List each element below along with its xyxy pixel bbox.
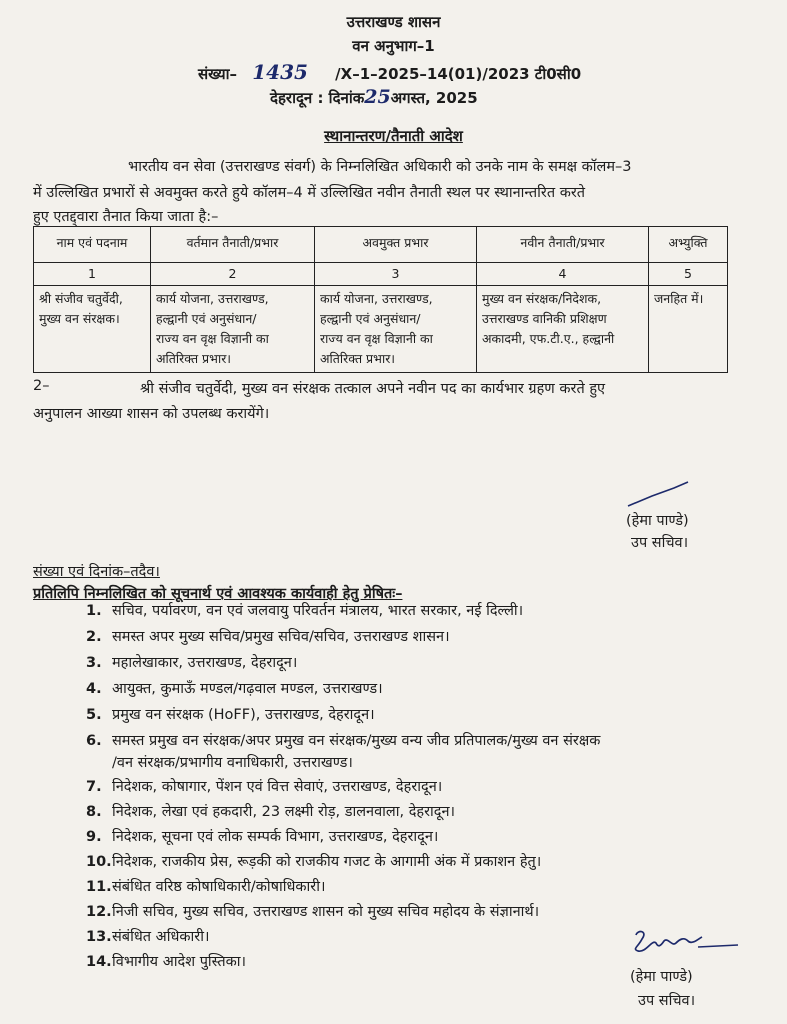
- order-number-suffix: /X–1–2025–14(01)/2023 टी0सी0: [335, 65, 582, 83]
- order-title: स्थानान्तरण/तैनाती आदेश: [324, 127, 463, 145]
- item-text: संबंधित वरिष्ठ कोषाधिकारी/कोषाधिकारी।: [112, 879, 326, 895]
- signatory-name: (हेमा पाण्डे): [630, 969, 693, 985]
- item-number: 10.: [86, 854, 112, 870]
- transfer-table: [33, 226, 728, 373]
- item-text: समस्त प्रमुख वन संरक्षक/अपर प्रमुख वन संरक्षक/मुख्य वन्य जीव प्रतिपालक/मुख्य वन संरक्षक: [112, 733, 601, 749]
- column-number: 1: [34, 263, 151, 286]
- list-item: [86, 704, 375, 724]
- list-item: [86, 626, 450, 646]
- reference-line: संख्या एवं दिनांक–तदैव।: [33, 564, 160, 580]
- list-item-continuation: /वन संरक्षक/प्रभागीय वनाधिकारी, उत्तराखण्ड।: [112, 755, 353, 771]
- cell-line: राज्य वन वृक्ष विज्ञानी का: [320, 331, 433, 346]
- current-posting-cell: [151, 286, 315, 373]
- column-number: 2: [151, 263, 315, 286]
- copy-heading: प्रतिलिपि निम्नलिखित को सूचनार्थ एवं आवश्यक कार्यवाही हेतु प्रेषितः–: [33, 586, 403, 602]
- column-header: वर्तमान तैनाती/प्रभार: [151, 227, 315, 263]
- signatory-name: (हेमा पाण्डे): [626, 513, 689, 529]
- para-2-line-2: अनुपालन आख्या शासन को उपलब्ध करायेंगे।: [33, 406, 270, 422]
- item-number: 13.: [86, 929, 112, 945]
- date-suffix: अगस्त, 2025: [390, 89, 478, 107]
- item-number: 14.: [86, 954, 112, 970]
- list-item: [86, 678, 383, 698]
- new-posting-cell: [477, 286, 649, 373]
- cell-line: अतिरिक्त प्रभार।: [156, 351, 232, 366]
- table-number-row: [34, 263, 728, 286]
- place-date-prefix: देहरादून : दिनांक: [270, 89, 365, 107]
- column-header: नवीन तैनाती/प्रभार: [477, 227, 649, 263]
- item-number: 5.: [86, 707, 102, 723]
- item-number: 3.: [86, 655, 102, 671]
- item-text: संबंधित अधिकारी।: [112, 929, 210, 945]
- column-number: 4: [477, 263, 649, 286]
- cell-line: हल्द्वानी एवं अनुसंधान/: [320, 311, 421, 326]
- item-number: 12.: [86, 904, 112, 920]
- handwritten-order-number: 1435: [252, 60, 308, 84]
- list-item: [86, 951, 246, 971]
- cell-line: मुख्य वन संरक्षक/निदेशक,: [482, 291, 602, 306]
- item-number: 7.: [86, 779, 102, 795]
- list-item: [86, 730, 600, 750]
- column-header: अभ्युक्ति: [649, 227, 728, 263]
- item-number: 4.: [86, 681, 102, 697]
- item-number: 8.: [86, 804, 102, 820]
- cell-line: राज्य वन वृक्ष विज्ञानी का: [156, 331, 269, 346]
- cell-line: कार्य योजना, उत्तराखण्ड,: [156, 291, 269, 306]
- cell-line: श्री संजीव चतुर्वेदी,: [39, 291, 123, 306]
- cell-line: मुख्य वन संरक्षक।: [39, 311, 120, 326]
- item-text: निजी सचिव, मुख्य सचिव, उत्तराखण्ड शासन को मुख्य सचिव महोदय के संज्ञानार्थ।: [112, 904, 540, 920]
- table-header-row: [34, 227, 728, 263]
- cell-line: अकादमी, एफ.टी.ए., हल्द्वानी: [482, 331, 615, 346]
- order-number-line: [198, 60, 581, 84]
- item-text: विभागीय आदेश पुस्तिका।: [112, 954, 246, 970]
- signatory-designation: उप सचिव।: [631, 535, 689, 551]
- place-date-line: [270, 86, 478, 108]
- handwritten-date: 25: [364, 86, 391, 108]
- item-text: समस्त अपर मुख्य सचिव/प्रमुख सचिव/सचिव, उत्तराखण्ड शासन।: [112, 629, 450, 645]
- order-number-prefix: संख्या–: [198, 65, 238, 83]
- list-item: [86, 801, 455, 821]
- item-text: निदेशक, कोषागार, पेंशन एवं वित्त सेवाएं, उत्तराखण्ड, देहरादून।: [112, 779, 443, 795]
- relieved-charge-cell: [315, 286, 477, 373]
- para-2-number: 2–: [33, 378, 50, 394]
- item-number: 6.: [86, 733, 102, 749]
- item-text: निदेशक, राजकीय प्रेस, रूड़की को राजकीय गजट के आगामी अंक में प्रकाशन हेतु।: [112, 854, 542, 870]
- cell-line: कार्य योजना, उत्तराखण्ड,: [320, 291, 433, 306]
- column-number: 3: [315, 263, 477, 286]
- list-item: [86, 901, 539, 921]
- item-text: निदेशक, सूचना एवं लोक सम्पर्क विभाग, उत्तराखण्ड, देहरादून।: [112, 829, 439, 845]
- para-2-line-1: श्री संजीव चतुर्वेदी, मुख्य वन संरक्षक तत्काल अपने नवीन पद का कार्यभार ग्रहण करते हुए: [140, 381, 606, 397]
- list-item: [86, 600, 523, 620]
- list-item: [86, 826, 438, 846]
- intro-line-2: में उल्लिखित प्रभारों से अवमुक्त करते हुये कॉलम–4 में उल्लिखित नवीन तैनाती स्थल पर स्थानान्तरित करते: [33, 185, 586, 201]
- department-heading: वन अनुभाग–1: [352, 37, 435, 55]
- item-text: निदेशक, लेखा एवं हकदारी, 23 लक्ष्मी रोड़, डालनवाला, देहरादून।: [112, 804, 456, 820]
- item-number: 9.: [86, 829, 102, 845]
- government-heading: उत्तराखण्ड शासन: [346, 13, 441, 31]
- item-text: महालेखाकार, उत्तराखण्ड, देहरादून।: [112, 655, 298, 671]
- column-header: अवमुक्त प्रभार: [315, 227, 477, 263]
- signature-mark: [628, 925, 743, 970]
- column-header: नाम एवं पदनाम: [34, 227, 151, 263]
- list-item: [86, 926, 209, 946]
- item-number: 11.: [86, 879, 112, 895]
- list-item: [86, 851, 541, 871]
- table-row: [34, 286, 728, 373]
- signatory-designation: उप सचिव।: [638, 993, 696, 1009]
- list-item: [86, 776, 442, 796]
- officer-name-cell: [34, 286, 151, 373]
- item-number: 1.: [86, 603, 102, 619]
- intro-line-3: हुए एतद्द्वारा तैनात किया जाता है:–: [33, 209, 219, 225]
- remarks-cell: [649, 286, 728, 373]
- column-number: 5: [649, 263, 728, 286]
- item-text: सचिव, पर्यावरण, वन एवं जलवायु परिवर्तन मंत्रालय, भारत सरकार, नई दिल्ली।: [112, 603, 524, 619]
- list-item: [86, 876, 325, 896]
- cell-line: हल्द्वानी एवं अनुसंधान/: [156, 311, 257, 326]
- item-text: प्रमुख वन संरक्षक (HoFF), उत्तराखण्ड, देहरादून।: [112, 707, 375, 723]
- item-text: आयुक्त, कुमाऊँ मण्डल/गढ़वाल मण्डल, उत्तराखण्ड।: [112, 681, 383, 697]
- item-number: 2.: [86, 629, 102, 645]
- cell-line: उत्तराखण्ड वानिकी प्रशिक्षण: [482, 311, 607, 326]
- cell-line: अतिरिक्त प्रभार।: [320, 351, 396, 366]
- list-item: [86, 652, 297, 672]
- cell-line: जनहित में।: [654, 291, 704, 306]
- intro-line-1: भारतीय वन सेवा (उत्तराखण्ड संवर्ग) के निम्नलिखित अधिकारी को उनके नाम के समक्ष कॉलम–3: [128, 159, 632, 175]
- signature-mark: [622, 478, 692, 512]
